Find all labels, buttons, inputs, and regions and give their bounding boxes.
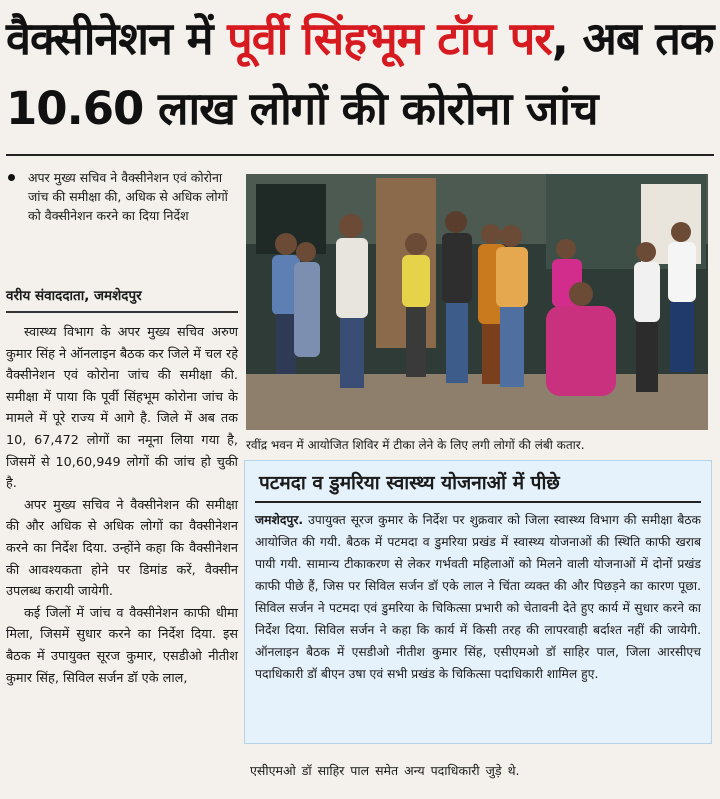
sidebar-dateline: जमशेदपुर.: [255, 513, 304, 527]
headline-divider: [6, 154, 714, 156]
photo-caption: रवींद्र भवन में आयोजित शिविर में टीका लेने के लिए लगी लोगों की लंबी कतार.: [246, 438, 585, 452]
news-photo: [246, 174, 708, 430]
headline-highlight: पूर्वी सिंहभूम टॉप पर: [227, 12, 552, 65]
sidebar-heading: पटमदा व डुमरिया स्वास्थ्य योजनाओं में पीछे: [255, 465, 701, 503]
sidebar-box: [244, 460, 712, 744]
summary-bullet-text: अपर मुख्य सचिव ने वैक्सीनेशन एवं कोरोना जांच की समीक्षा की, अधिक से अधिक लोगों को वैक्सीनेशन करने का दिया निर्देश: [28, 170, 228, 223]
headline: [6, 4, 714, 144]
byline: वरीय संवाददाता, जमशेदपुर: [6, 286, 238, 313]
sidebar-text: उपायुक्त सूरज कुमार के निर्देश पर शुक्रवार को जिला स्वास्थ्य विभाग की समीक्षा बैठक आयोजित की गयी. बैठक में पटमदा व डुमरिया प्रखंड में स्वास्थ्य योजनाओं की स्थिति काफी खराब पायी गयी. सामान्य टीकाकरण से लेकर गर्भवती महिलाओं को मिलने वाली योजनाओं में दोनों प्रखंड काफी पीछे हैं, जिस पर सिविल सर्जन डॉ एके लाल ने चिंता व्यक्त की और पिछड़ने का कारण पूछा. सिविल सर्जन ने पटमदा एवं डुमरिया के चिकित्सा प्रभारी को चेतावनी देते हुए कार्य में सुधार करने का निर्देश दिया. सिविल सर्जन ने कहा कि कार्य में किसी तरह की लापरवाही बर्दाश्त नहीं की जायेगी. ऑनलाइन बैठक में एसडीओ नीतीश कुमार सिंह, एसीएमओ डॉ साहिर पाल, जिला आरसीएच पदाधिकारी डॉ बीएन उषा एवं सभी प्रखंड के चिकित्सा पदाधिकारी शामिल हुए.: [255, 513, 701, 681]
body-paragraph-3: कई जिलों में जांच व वैक्सीनेशन काफी धीमा मिला, जिसमें सुधार करने का निर्देश दिया. इस बैठक में उपायुक्त सूरज कुमार, एसडीओ नीतीश कुमार सिंह, सिविल सर्जन डॉ एके लाल,: [6, 605, 238, 686]
sidebar-body: [255, 509, 701, 685]
article-body: [6, 322, 238, 689]
article-continuation: एसीएमओ डॉ साहिर पाल समेत अन्य पदाधिकारी जुड़े थे.: [250, 763, 520, 778]
headline-part-1: वैक्सीनेशन में: [6, 12, 228, 65]
bullet-dot-icon: [8, 174, 15, 181]
body-paragraph-1: स्वास्थ्य विभाग के अपर मुख्य सचिव अरुण कुमार सिंह ने ऑनलाइन बैठक कर जिले में चल रहे वैक्सीनेशन एवं कोरोना जांच की समीक्षा की. समीक्षा में पाया कि पूर्वी सिंहभूम कोरोना जांच के मामले में पूरे राज्य में आगे है. जिले में अब तक 10, 67,472 लोगों का नमूना लिया गया है, जिसमें से 10,60,949 लोगों की जांच हो चुकी है.: [6, 325, 238, 492]
headline-part-2: , अब तक 10.60 लाख लोगों की कोरोना जांच: [6, 12, 714, 135]
body-paragraph-2: अपर मुख्य सचिव ने वैक्सीनेशन की समीक्षा की और अधिक से अधिक लोगों का वैक्सीनेशन करने का निर्देश दिया. उन्होंने कहा कि वैक्सीनेशन की आवश्यकता होने पर डिमांड करें, वैक्सीन उपलब्ध करायी जायेगी.: [6, 497, 238, 600]
summary-bullet: [8, 168, 236, 225]
vaccination-queue-photo: [246, 174, 708, 430]
